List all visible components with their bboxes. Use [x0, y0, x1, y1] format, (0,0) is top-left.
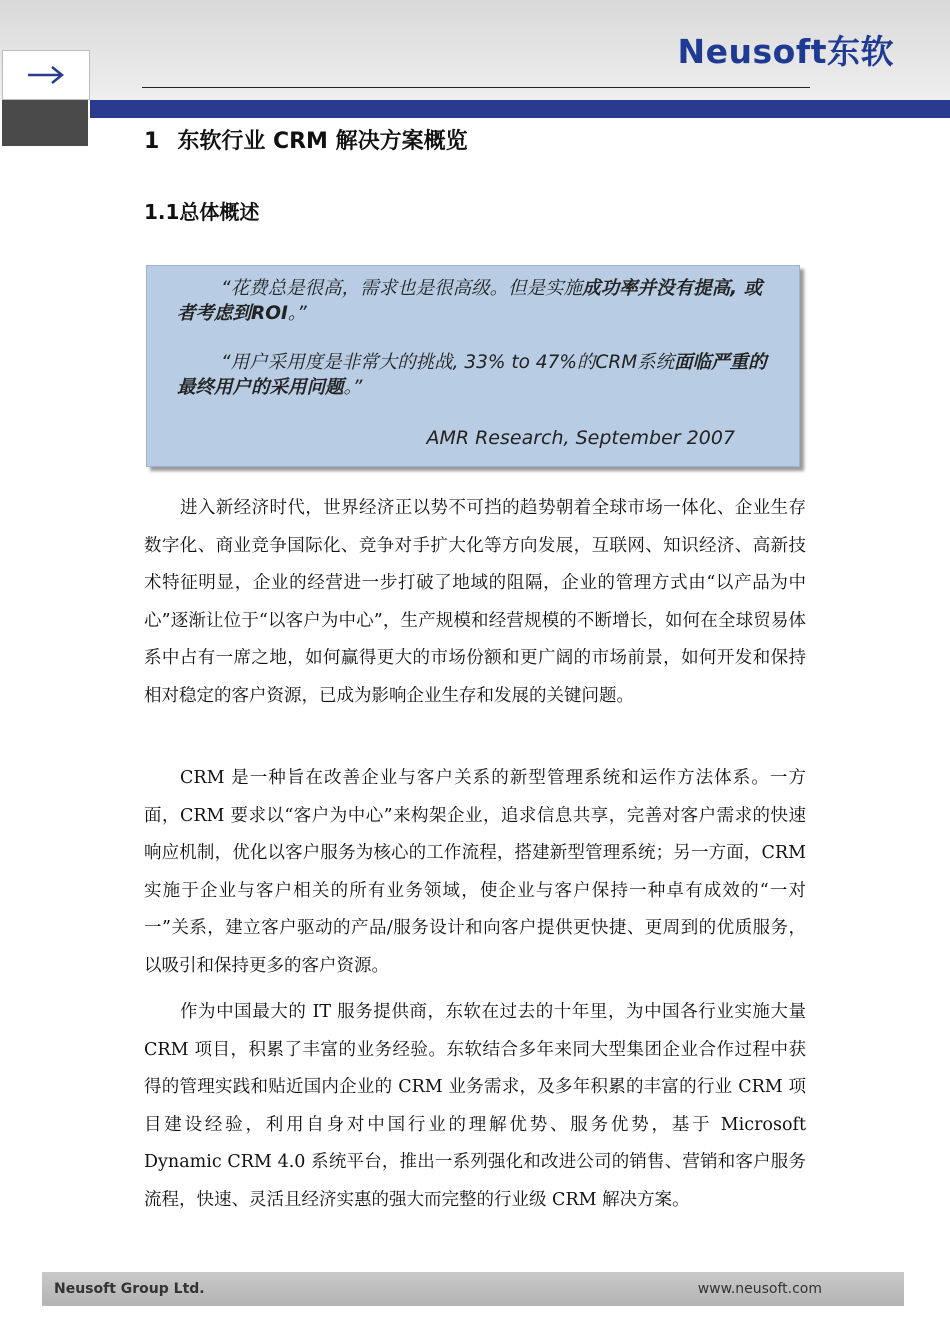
section-number: 1	[144, 129, 160, 154]
subsection-title: 1.1总体概述	[144, 200, 260, 224]
quote-box	[146, 265, 800, 467]
header-rule	[142, 87, 810, 88]
nav-arrow-button[interactable]	[2, 50, 90, 100]
section-title-text: 东软行业 CRM 解决方案概览	[177, 129, 468, 154]
footer-bar	[42, 1272, 904, 1306]
paragraph-1: 进入新经济时代，世界经济正以势不可挡的趋势朝着全球市场一体化、企业生存数字化、商业竞争国际化、竞争对手扩大化等方向发展，互联网、知识经济、高新技术特征明显，企业的经营进一步打破了地域的阻隔，企业的管理方式由“以产品为中心”逐渐让位于“以客户为中心”，生产规模和经营规模的不断增长，如何在全球贸易体系中占有一席之地，如何赢得更大的市场份额和更广阔的市场前景，如何开发和保持相对稳定的客户资源，已成为影响企业生存和发展的关键问题。	[144, 498, 806, 706]
paragraph-2: CRM 是一种旨在改善企业与客户关系的新型管理系统和运作方法体系。一方面，CRM 要求以“客户为中心”来构架企业，追求信息共享，完善对客户需求的快速响应机制，优化以客户服务为核心的工作流程，搭建新型管理系统；另一方面，CRM 实施于企业与客户相关的所有业务领域，使企业与客户保持一种卓有成效的“一对一”关系，建立客户驱动的产品/服务设计和向客户提供更快捷、更周到的优质服务，以吸引和保持更多的客户资源。	[144, 768, 806, 976]
header-blue-bar	[90, 100, 950, 118]
quote-source: AMR Research, September 2007	[426, 427, 735, 449]
paragraph-3: 作为中国最大的 IT 服务提供商，东软在过去的十年里，为中国各行业实施大量 CRM 项目，积累了丰富的业务经验。东软结合多年来同大型集团企业合作过程中获得的管理实践和贴近国内企业的 CRM 业务需求，及多年积累的丰富的行业 CRM 项目建设经验，利用自身对中国行业的理解优势、服务优势，基于 Microsoft Dynamic CRM 4.0 系统平台，推出一系列强化和改进公司的销售、营销和客户服务流程，快速、灵活且经济实惠的强大而完整的行业级 CRM 解决方案。	[144, 1002, 806, 1210]
quote-2: “用户采用度是非常大的挑战, 33% to 47%的CRM系统面临严重的最终用户的采用问题。”	[177, 352, 767, 398]
quote-1: “花费总是很高，需求也是很高级。但是实施成功率并没有提高, 或者考虑到ROI。”	[177, 278, 763, 324]
footer-website[interactable]: www.neusoft.com	[697, 1281, 822, 1297]
arrow-right-icon	[26, 65, 66, 85]
header-dark-block	[2, 100, 88, 146]
neusoft-logo: Neusoft东软	[677, 32, 894, 71]
footer-company: Neusoft Group Ltd.	[54, 1281, 205, 1297]
section-title	[144, 124, 468, 155]
